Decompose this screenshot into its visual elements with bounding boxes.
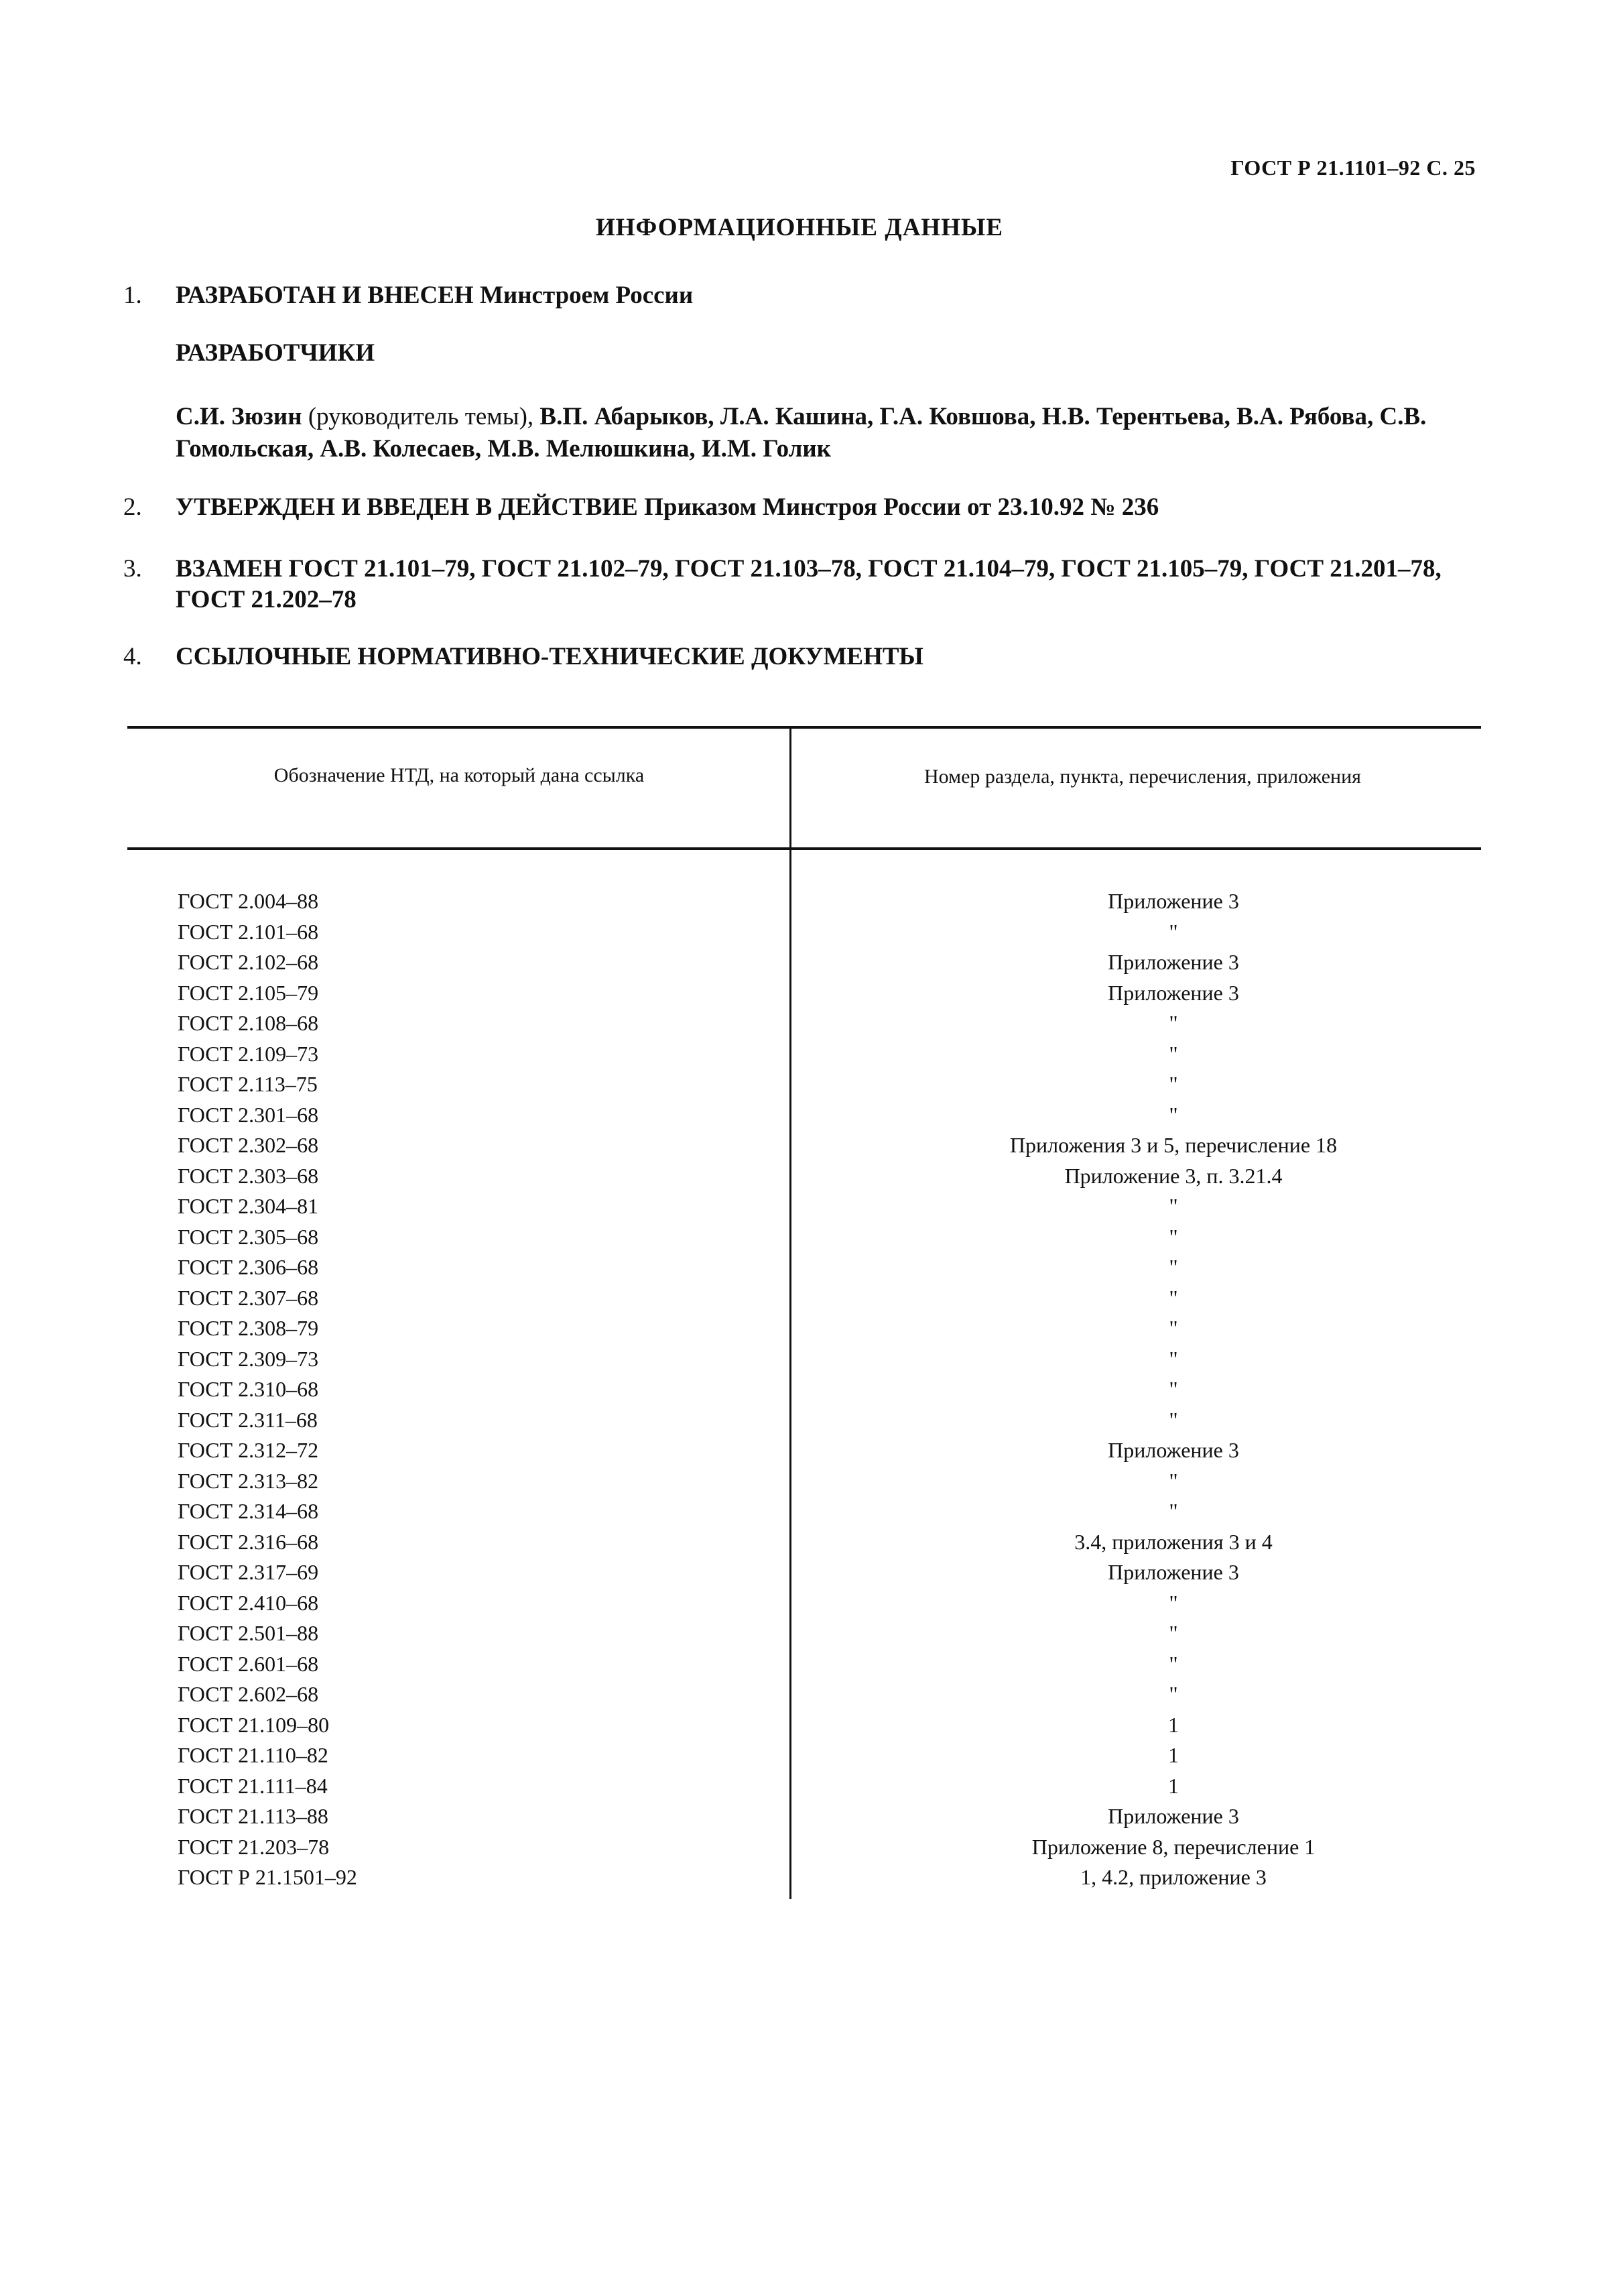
document-title: ИНФОРМАЦИОННЫЕ ДАННЫЕ (595, 214, 1003, 241)
table-row (0, 1466, 1599, 1497)
reference-location-cell: Приложение 3 (1108, 1804, 1239, 1828)
authors-rest: В.П. Абарыков, Л.А. Кашина, Г.А. Ковшова, Н.В. Терентьева, В.А. Рябова, С.В. Гомольская, А.В. Колесаев, М.В. Мелюшкина, И.М. Голик (176, 403, 1427, 463)
ntd-designation-cell: ГОСТ 2.306–68 (178, 1255, 319, 1279)
ntd-designation-cell: ГОСТ 21.111–84 (178, 1773, 328, 1798)
table-row (0, 1039, 1599, 1070)
ntd-designation-cell: ГОСТ 2.316–68 (178, 1529, 319, 1554)
ntd-designation-cell: ГОСТ 2.308–79 (178, 1316, 319, 1340)
table-header-designation: Обозначение НТД, на который дана ссылка (273, 764, 645, 786)
ntd-designation-cell: ГОСТ 2.601–68 (178, 1651, 319, 1676)
reference-location-cell: " (1169, 1316, 1178, 1340)
ntd-designation-cell: ГОСТ Р 21.1501–92 (178, 1865, 357, 1889)
ntd-designation-cell: ГОСТ 2.004–88 (178, 889, 319, 913)
reference-location-cell: " (1169, 1346, 1178, 1371)
section-number: 2. (123, 493, 142, 521)
section-text: ССЫЛОЧНЫЕ НОРМАТИВНО-ТЕХНИЧЕСКИЕ ДОКУМЕНТЫ (176, 643, 923, 670)
reference-location-cell: Приложение 3 (1108, 889, 1239, 913)
table-row (0, 947, 1599, 978)
table-row (0, 1679, 1599, 1710)
reference-location-cell: " (1169, 1041, 1178, 1066)
table-row (0, 1069, 1599, 1100)
ntd-designation-cell: ГОСТ 2.317–69 (178, 1560, 319, 1584)
section-1 (123, 280, 1484, 311)
ntd-designation-cell: ГОСТ 2.109–73 (178, 1041, 319, 1066)
table-row (0, 1008, 1599, 1039)
ntd-designation-cell: ГОСТ 21.109–80 (178, 1712, 330, 1737)
table-row (0, 1130, 1599, 1161)
section-3 (123, 554, 1484, 615)
table-row (0, 1313, 1599, 1344)
ntd-designation-cell: ГОСТ 21.203–78 (178, 1834, 330, 1859)
authors-role: (руководитель темы), (302, 403, 540, 430)
reference-location-cell: Приложение 3 (1108, 1438, 1239, 1462)
table-row (0, 1222, 1599, 1253)
ntd-designation-cell: ГОСТ 2.304–81 (178, 1194, 319, 1218)
table-row (0, 917, 1599, 948)
reference-location-cell: Приложения 3 и 5, перечисление 18 (1009, 1133, 1338, 1157)
table-row (0, 1100, 1599, 1131)
table-row (0, 886, 1599, 917)
table-top-rule (127, 726, 1481, 729)
reference-location-cell: 1 (1168, 1773, 1179, 1798)
authors-lead: С.И. Зюзин (176, 403, 302, 430)
ntd-designation-cell: ГОСТ 2.501–88 (178, 1621, 319, 1645)
table-row (0, 1252, 1599, 1283)
reference-location-cell: 1, 4.2, приложение 3 (1080, 1865, 1267, 1889)
reference-location-cell: " (1169, 1102, 1178, 1127)
ntd-designation-cell: ГОСТ 21.113–88 (178, 1804, 328, 1828)
ntd-designation-cell: ГОСТ 2.312–72 (178, 1438, 319, 1462)
section-value: Минстроем России (479, 282, 694, 309)
reference-location-cell: " (1169, 1285, 1178, 1310)
table-row (0, 1862, 1599, 1893)
table-row (0, 1527, 1599, 1558)
reference-location-cell: Приложение 3, п. 3.21.4 (1064, 1163, 1283, 1188)
ntd-designation-cell: ГОСТ 2.102–68 (178, 950, 319, 974)
ntd-designation-cell: ГОСТ 2.302–68 (178, 1133, 319, 1157)
reference-location-cell: Приложение 3 (1108, 980, 1239, 1005)
reference-location-cell: " (1169, 1377, 1178, 1401)
reference-location-cell: Приложение 8, перечисление 1 (1031, 1834, 1316, 1859)
table-header-rule (127, 847, 1481, 850)
authors-list (176, 401, 1484, 465)
ntd-designation-cell: ГОСТ 2.105–79 (178, 980, 319, 1005)
reference-location-cell: " (1169, 1682, 1178, 1706)
reference-location-cell: " (1169, 1468, 1178, 1493)
page-header: ГОСТ Р 21.1101–92 С. 25 (1230, 156, 1476, 180)
ntd-designation-cell: ГОСТ 2.313–82 (178, 1468, 319, 1493)
reference-location-cell: " (1169, 1590, 1178, 1615)
table-row (0, 1557, 1599, 1588)
ntd-designation-cell: ГОСТ 21.110–82 (178, 1743, 328, 1767)
ntd-designation-cell: ГОСТ 2.310–68 (178, 1377, 319, 1401)
section-number: 4. (123, 643, 142, 670)
reference-location-cell: " (1169, 1621, 1178, 1645)
table-row (0, 1496, 1599, 1527)
section-label: УТВЕРЖДЕН И ВВЕДЕН В ДЕЙСТВИЕ (176, 493, 638, 521)
section-text: ВЗАМЕН ГОСТ 21.101–79, ГОСТ 21.102–79, ГОСТ 21.103–78, ГОСТ 21.104–79, ГОСТ 21.105–79, ГОСТ 21.201–78, ГОСТ 21.202–78 (176, 555, 1442, 613)
ntd-designation-cell: ГОСТ 2.303–68 (178, 1163, 319, 1188)
reference-location-cell: " (1169, 1224, 1178, 1249)
ntd-designation-cell: ГОСТ 2.307–68 (178, 1285, 319, 1310)
section-number: 1. (123, 282, 142, 309)
table-row (0, 1161, 1599, 1192)
table-row (0, 1191, 1599, 1222)
table-body (0, 886, 1599, 1893)
table-row (0, 1649, 1599, 1680)
reference-location-cell: 3.4, приложения 3 и 4 (1074, 1529, 1273, 1554)
table-row (0, 1710, 1599, 1741)
table-row (0, 1283, 1599, 1314)
developers-heading: РАЗРАБОТЧИКИ (176, 339, 375, 367)
section-2 (123, 492, 1484, 523)
table-row (0, 1435, 1599, 1466)
section-value: Приказом Минстроя России от 23.10.92 № 236 (644, 493, 1159, 521)
table-row (0, 978, 1599, 1009)
reference-location-cell: " (1169, 1255, 1178, 1279)
reference-location-cell: 1 (1168, 1743, 1179, 1767)
reference-location-cell: Приложение 3 (1108, 950, 1239, 974)
section-label: РАЗРАБОТАН И ВНЕСЕН (176, 282, 474, 309)
section-4 (123, 642, 1484, 672)
ntd-designation-cell: ГОСТ 2.113–75 (178, 1072, 318, 1096)
reference-location-cell: " (1169, 1499, 1178, 1523)
section-number: 3. (123, 555, 142, 583)
table-row (0, 1588, 1599, 1619)
table-row (0, 1618, 1599, 1649)
table-row (0, 1740, 1599, 1771)
ntd-designation-cell: ГОСТ 2.108–68 (178, 1011, 319, 1035)
table-row (0, 1405, 1599, 1436)
reference-location-cell: 1 (1168, 1712, 1179, 1737)
ntd-designation-cell: ГОСТ 2.309–73 (178, 1346, 319, 1371)
reference-location-cell: " (1169, 1072, 1178, 1096)
reference-location-cell: " (1169, 1194, 1178, 1218)
ntd-designation-cell: ГОСТ 2.602–68 (178, 1682, 319, 1706)
reference-location-cell: " (1169, 919, 1178, 944)
ntd-designation-cell: ГОСТ 2.410–68 (178, 1590, 319, 1615)
ntd-designation-cell: ГОСТ 2.314–68 (178, 1499, 319, 1523)
reference-location-cell: " (1169, 1407, 1178, 1432)
ntd-designation-cell: ГОСТ 2.301–68 (178, 1102, 319, 1127)
reference-location-cell: " (1169, 1011, 1178, 1035)
table-row (0, 1374, 1599, 1405)
reference-location-cell: Приложение 3 (1108, 1560, 1239, 1584)
reference-location-cell: " (1169, 1651, 1178, 1676)
table-row (0, 1771, 1599, 1802)
table-header-section-number: Номер раздела, пункта, перечисления, приложения (924, 766, 1361, 788)
table-row (0, 1344, 1599, 1375)
table-row (0, 1801, 1599, 1832)
ntd-designation-cell: ГОСТ 2.311–68 (178, 1407, 318, 1432)
ntd-designation-cell: ГОСТ 2.305–68 (178, 1224, 319, 1249)
table-row (0, 1832, 1599, 1863)
ntd-designation-cell: ГОСТ 2.101–68 (178, 919, 319, 944)
